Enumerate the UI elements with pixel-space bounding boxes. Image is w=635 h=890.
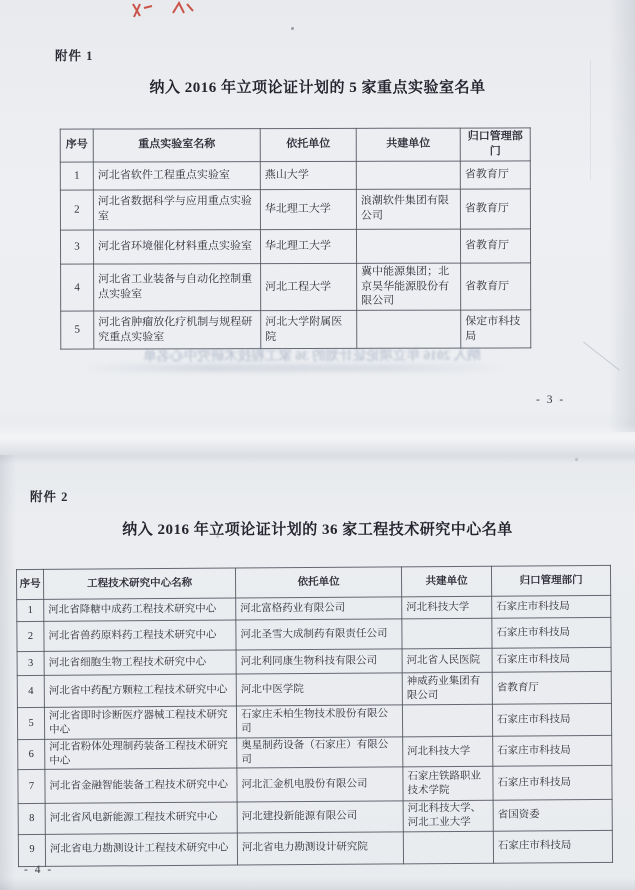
cell-no: 3 [17,651,44,675]
cell-dept: 省国资委 [493,800,612,831]
cell-no: 4 [17,675,44,707]
cell-no: 4 [61,264,94,312]
scan-speck [216,535,219,538]
cell-no: 3 [60,230,93,264]
cell-no: 1 [17,599,44,621]
cell-no: 9 [18,834,45,866]
table-row [61,310,531,349]
research-centers-table [16,565,613,867]
key-labs-table [60,127,532,349]
table-row [60,229,530,264]
table-row [17,703,611,739]
column-header-center-name: 工程技术研究中心名称 [43,568,235,599]
scan-speck [575,458,578,461]
cell-partner [356,229,460,263]
table-row [60,189,530,230]
column-header-dept: 归口管理部门 [491,565,610,596]
cell-no: 7 [18,770,45,804]
cell-host: 奥星制药设备（石家庄）有限公司 [237,737,403,768]
cell-dept: 石家庄市科技局 [492,647,611,672]
cell-host: 华北理工大学 [260,229,356,263]
cell-lab-name: 河北省肿瘤放化疗机制与规程研究重点实验室 [94,311,261,349]
table-row [61,263,531,312]
ink-bleedthrough-smudge [80,364,510,372]
column-header-dept: 归口管理部门 [460,128,530,161]
cell-no: 2 [60,190,93,230]
cell-host: 河北中医学院 [236,673,402,706]
cell-no: 6 [18,739,45,769]
cell-center-name: 河北省粉体处理制药装备工程技术研究中心 [45,738,237,770]
cell-center-name: 河北省风电新能源工程技术研究中心 [45,802,237,834]
column-header-lab-name: 重点实验室名称 [93,129,260,162]
column-header-host: 依托单位 [235,567,401,598]
table-header-row [16,565,610,599]
cell-center-name: 河北省兽药原料药工程技术研究中心 [44,620,236,651]
page-number-4: - 4 - [24,864,54,876]
cell-dept: 石家庄市科技局 [493,766,612,801]
cell-no: 8 [18,804,45,834]
page-4 [0,432,635,890]
table-row [17,617,611,651]
cell-host: 河北利同康生物科技有限公司 [236,649,402,674]
cell-host: 石家庄禾柏生物技术股份有限公司 [236,705,402,738]
cell-partner: 河北科技大学 [402,596,492,619]
column-header-partner: 共建单位 [356,128,460,161]
cell-partner: 河北省人民医院 [402,648,492,673]
page-number-3: - 3 - [536,394,566,406]
cell-host: 燕山大学 [260,161,356,189]
cell-dept: 石家庄市科技局 [493,735,612,766]
cell-no: 5 [61,311,94,349]
cell-no: 5 [17,707,44,739]
cell-partner [356,161,460,189]
table-row [18,830,612,866]
table-row [17,671,611,707]
cell-partner [357,310,461,348]
cell-partner: 神威药业集团有限公司 [402,672,492,705]
cell-partner: 冀中能源集团；北京昊华能源股份有限公司 [357,263,461,311]
cell-partner [402,618,492,649]
cell-dept: 石家庄市科技局 [492,703,611,736]
table-header-row [60,128,530,162]
page3-title: 纳入 2016 年立项论证计划的 5 家重点实验室名单 [149,80,486,96]
cell-dept: 石家庄市科技局 [493,830,612,863]
table-row [18,735,612,769]
cell-dept: 省教育厅 [492,671,611,704]
scan-speck [291,27,294,30]
cell-partner: 河北科技大学 [403,736,493,767]
cell-center-name: 河北省金融智能装备工程技术研究中心 [45,768,237,803]
table-row [18,800,612,834]
cell-lab-name: 河北省数据科学与应用重点实验室 [93,189,260,229]
cell-partner: 石家庄铁路职业技术学院 [403,767,493,802]
cell-no: 2 [17,621,44,651]
cell-host: 华北理工大学 [260,189,356,229]
cell-host: 河北圣雪大成制药有限责任公司 [236,619,402,650]
cell-no: 1 [60,162,93,190]
cell-host: 河北建投新能源有限公司 [237,801,403,832]
page-3 [0,0,635,432]
cell-center-name: 河北省即时诊断医疗器械工程技术研究中心 [44,706,236,739]
cell-lab-name: 河北省工业装备与自动化控制重点实验室 [94,263,261,311]
cell-dept: 石家庄市科技局 [492,595,611,618]
cell-dept: 石家庄市科技局 [492,617,611,648]
cell-host: 河北汇金机电股份有限公司 [237,767,403,802]
attachment-label-2: 附件 2 [30,490,69,504]
cell-dept: 省教育厅 [461,263,531,311]
cell-center-name: 河北省降糖中成药工程技术研究中心 [44,598,236,621]
cell-partner [403,831,493,864]
cell-center-name: 河北省细胞生物工程技术研究中心 [44,650,236,675]
cell-center-name: 河北省电力勘测设计工程技术研究中心 [45,833,237,866]
cell-center-name: 河北省中药配方颗粒工程技术研究中心 [44,674,236,707]
cell-lab-name: 河北省软件工程重点实验室 [93,161,260,189]
cell-dept: 省教育厅 [460,189,530,229]
page4-title: 纳入 2016 年立项论证计划的 36 家工程技术研究中心名单 [122,522,513,538]
cell-dept: 保定市科技局 [461,310,531,348]
column-header-no: 序号 [16,569,43,599]
cell-lab-name: 河北省环境催化材料重点实验室 [93,229,260,263]
attachment-label-1: 附件 1 [55,49,94,63]
cell-partner: 浪潮软件集团有限公司 [356,189,460,229]
cell-dept: 省教育厅 [460,229,530,263]
table-row [60,161,530,190]
cell-partner: 河北科技大学、河北工业大学 [403,801,493,832]
column-header-host: 依托单位 [260,128,356,161]
cell-partner [402,704,492,737]
column-header-partner: 共建单位 [401,566,491,597]
ink-bleedthrough-text: 纳入 2016 年立项论证计划的 36 家工程技术研究中心名单 [143,347,481,364]
cell-dept: 省教育厅 [460,161,530,189]
cell-host: 河北工程大学 [261,263,357,311]
cell-host: 河北省电力勘测设计研究院 [237,831,403,864]
table-row [18,766,612,804]
cell-host: 河北富格药业有限公司 [236,597,402,620]
cell-host: 河北大学附属医院 [261,311,357,349]
column-header-no: 序号 [60,129,93,162]
